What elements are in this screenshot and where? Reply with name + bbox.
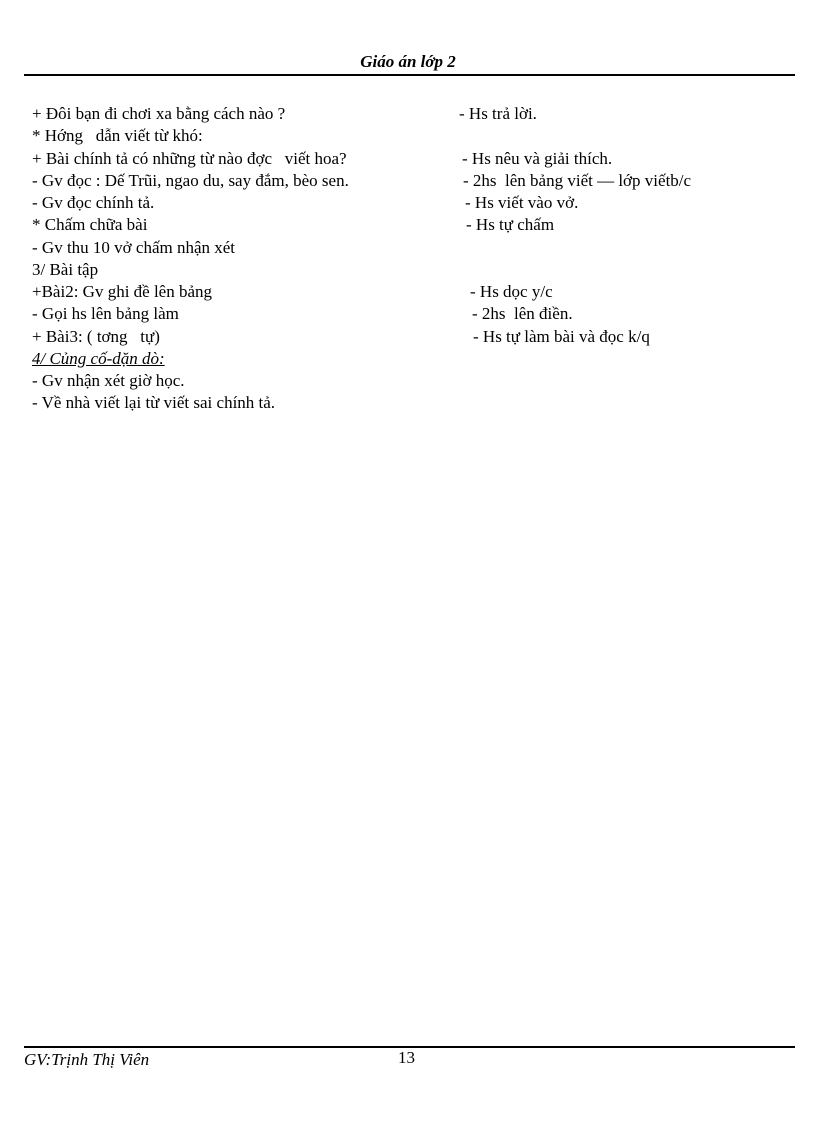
teacher-activity: + Bài3: ( tơng tự) [32,327,160,346]
lesson-row [32,348,792,370]
teacher-activity: * Hớng dẫn viết từ khó: [32,126,203,145]
teacher-activity: +Bài2: Gv ghi đề lên bảng [32,282,213,301]
lesson-row [32,103,792,125]
page-header-title: Giáo án lớp 2 [360,52,456,71]
lesson-row [32,125,792,147]
lesson-row [32,192,792,214]
page-number: 13 [398,1048,415,1067]
student-activity: - Hs tự làm bài và đọc k/q [473,327,650,346]
student-activity: - Hs nêu và giải thích. [462,149,613,168]
section-heading: 3/ Bài tập [32,260,99,279]
lesson-row [32,392,792,414]
lesson-row [32,303,792,325]
student-activity: - Hs tự chấm [466,215,555,234]
lesson-row [32,237,792,259]
teacher-activity: - Gv nhận xét giờ học. [32,371,185,390]
teacher-activity: - Gv đọc chính tả. [32,193,155,212]
student-activity: - Hs dọc y/c [470,282,553,301]
lesson-row [32,214,792,236]
student-activity: - 2hs lên bảng viết — lớp viếtb/c [463,171,692,190]
lesson-row [32,259,792,281]
lesson-row [32,326,792,348]
student-activity: - 2hs lên điền. [472,304,573,323]
teacher-activity: + Đôi bạn đi chơi xa bằng cách nào ? [32,104,286,123]
teacher-activity: - Gọi hs lên bảng làm [32,304,179,323]
student-activity: - Hs viết vào vở. [465,193,579,212]
teacher-activity: - Gv đọc : Dế Trũi, ngao du, say đắm, bèo sen. [32,171,349,190]
lesson-row [32,281,792,303]
header-divider [24,74,795,76]
lesson-row [32,370,792,392]
section-heading: 4/ Củng cố-dặn dò: [32,349,165,368]
teacher-activity: - Về nhà viết lại từ viết sai chính tả. [32,393,276,412]
teacher-activity: + Bài chính tả có những từ nào đợc viết hoa? [32,149,347,168]
teacher-activity: - Gv thu 10 vở chấm nhận xét [32,238,236,257]
lesson-row [32,148,792,170]
student-activity: - Hs trả lời. [459,104,537,123]
lesson-row [32,170,792,192]
teacher-activity: * Chấm chữa bài [32,215,148,234]
footer-author: GV:Trịnh Thị Viên [24,1050,150,1069]
